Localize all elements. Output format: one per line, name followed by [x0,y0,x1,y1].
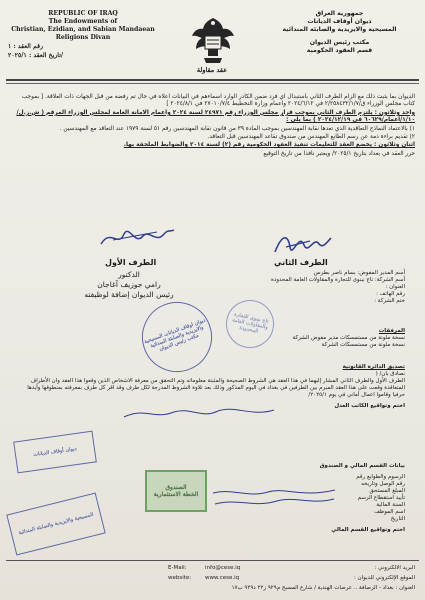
clause-31: واحد وثلاثون : يلتزم الطرف الثاني بموجب قرار مجلس الوزراء رقم ٢٤٩٧١ لسنة ٢٠٢٤ واعمام الامانة العامة لمجلس الوزراء المرقم ( ش.ز.ل/١/١٠/اعمام/٦٠٦٢٩ في ٢٠٢٤/١٢/١٩ ) بما يلي : [16,109,415,124]
first-party-title: الطرف الأول [105,258,157,267]
contract-number: رقم العقد : ١ [8,43,44,50]
first-party-name-line-1: الدكتور [118,270,140,279]
contract-date: تاريخ العقد : ٢٠٢٥/١/ [8,52,64,59]
investment-stamp-line-2: الخطة الاستثمارية [153,491,199,498]
body-paragraph-1: الديوان بما يثبت ذلك مع الزام الطرف الثاني باستبدال اي فرد ضمن الكادر الوارد اسماءهم في البيانات اعلاه في حال تم رفضه من قبل الجهات ذات العلاقة. [ بموجب كتاب مجلس الوزراء ق/٢/٢٥٨٤٣٢/١/٧ في ٢٠٢٤/٦/١٢ واعمام وزارة التخطيط ٢٧٠١٠/٧/٤ في ٢٠٢٤/٨/١ ] [21,94,415,108]
legal-paragraph: الطرف الأول والطرف الثاني المشار إليهما في هذا العقد هي الشروط الصحيحة والمثبتة معلوماته وتم التحقق من معرفة الاشخاص الذين وقعوا هذا العقد وان الأطراف المتعاقدة وقعت على هذا العقد المبرم بين الطرفين في بغداد في اليوم المذكور وذلك بعد تلاوة الشروط المدرجة لكل طرف وقد اقر كل طرف بمعرفته بمنطوقها وأيدها حرفيا وقاموا اعمال أماني في يوم ٢٠٢٥/١/ [27,378,405,398]
legal-intro: نصادق بان/ ( [375,371,405,377]
header-divider-thin [6,83,419,84]
iraq-emblem-icon [190,13,236,65]
footer-divider [6,560,419,561]
finance-section [235,463,405,534]
footer-email-arabic: البريد الالكتروني : [374,565,415,571]
finance-line-6: اسم الموظف [374,509,405,515]
footer-website-label: website: [168,575,192,581]
second-party-title: الطرف الثاني [274,258,328,267]
footer-website-arabic: الموقع الإلكتروني للديوان : [353,575,415,581]
footer-email: info@cese.iq [205,565,241,571]
arabic-department: قسم العقود الحكومية [306,47,373,54]
arabic-republic: جمهورية العراق [315,10,364,17]
second-party-signature-icon [272,230,334,258]
second-party-phone: رقم الهاتف : [376,291,405,297]
attachments-section [235,328,405,349]
finance-line-4: تأييد استقطاع الرسم [357,495,405,501]
arabic-header [262,10,417,55]
left-stamp-text: ديوان أوقاف الديانات [32,445,78,459]
clause-31-item-2: ٢) تقديم براءة ذمة عن رسم الطابع المهندس من صندوق تقاعد المهندسين قبل التعاقد. [207,134,415,141]
contract-body [10,94,415,159]
arabic-religions: المسيحية والايزيدية والصابئة المندائية [282,26,397,33]
arabic-diwan: ديوان أوقاف الديانات [307,18,372,25]
finance-title: بيانات القسم المالي و الصندوق [319,463,405,469]
english-header [8,10,158,60]
clause-32: اثنان وثلاثون : يخضع العقد للتعليمات تنفيذ العقود الحكومية رقم (٢) لسنة ٢٠١٤ والضوابط الملحقة بها. [123,142,415,149]
attachments-title: المرفقات [378,328,405,334]
finance-line-2: رقم الوصل وتاريخه [361,481,405,487]
first-party-signature-icon [95,224,177,254]
legal-title: تصديق الدائرة القانونية [342,364,405,370]
finance-line-1: الرسوم والطوابع رقم [356,474,405,480]
investment-plan-stamp [145,470,207,512]
second-party-company: أسم الشركة: تاج نينوى للتجارة والمقاولات العامة المحدودة [271,277,405,283]
closing-line: حرر العقد في بغداد بتاريخ ٢٠٢٥/١/ ويعتبر نافذا من تاريخ التوقيع [263,150,415,157]
finance-line-5: السنة المالية [376,502,405,508]
attachments-line-1: نسخة ملونة من مستمسكات مدير مفوض الشركة [292,335,405,341]
bottom-left-stamp-text: المسيحية والايزيدية والصابئة المندائية [17,511,95,537]
footer-address: العنوان : بغداد - الرصافة .. عرصات الهندية / شارع المسبح م٩٢٩ ز٢٢ د٩٢٩ ب١٧ [231,585,415,591]
footer-email-label: E-Mail: [168,565,187,571]
finance-line-7: التاريخ [390,516,405,522]
contract-type-label: عقد مقاولة [196,66,228,74]
legal-signature-line: اختم وتواقيع الكاتب العدل [334,403,405,409]
arabic-office: مكتب رئيس الديوان [309,39,370,46]
footer-website: www.cese.iq [205,575,240,581]
clause-31-item-1: ١) بالاعتماد النماذج التعاقدية الذي تعدها نقابة المهندسين بموجب المادة ٣٩ من قانون نقابة المهندسين رقم ٥١ لسنة ١٩٧٩ عند التعاقد مع المهندسين . [59,125,415,132]
finance-line-3: المبلغ المستحق [369,488,405,494]
investment-stamp-line-1: الصندوق [165,484,187,491]
first-party-name-line-3: رئيس الديوان إضافة لوظيفته [84,290,174,299]
company-stamp-text: تاج نينوى للتجارة والمقاولات العامة المحدودة [231,311,269,335]
second-party-delegate: أسم المدير المفوض: بسام ناصر بطرس [313,270,405,276]
english-republic: REPUBLIC OF IRAQ [48,10,118,17]
first-party-name-line-2: رامي جوزيف آغاجان [97,280,161,289]
english-org-line-1: The Endowments of [48,18,118,25]
english-org-line-3: Religions Divan [55,34,111,41]
first-party-names [64,270,194,300]
second-party-stamp: ختم الشركة : [374,298,405,304]
finance-signature-line: اختم وتواقيع القسم المالي [331,527,405,533]
second-party-address: العنوان : [385,284,405,290]
left-rectangular-stamp [13,431,97,474]
legal-certification [15,364,405,410]
english-org-line-2: Christian, Ezidian, and Sabian Mandaean [11,26,155,33]
bottom-left-rectangular-stamp [6,492,105,555]
attachments-line-2: نسخة ملونة من مستمسكات الشركة [321,342,405,348]
header-divider [6,79,419,81]
diwan-stamp-text: ديوان اوقاف الديانات المسيحية والايزيدية والصابئة المندائية مكتب رئيس الديوان [143,317,207,353]
